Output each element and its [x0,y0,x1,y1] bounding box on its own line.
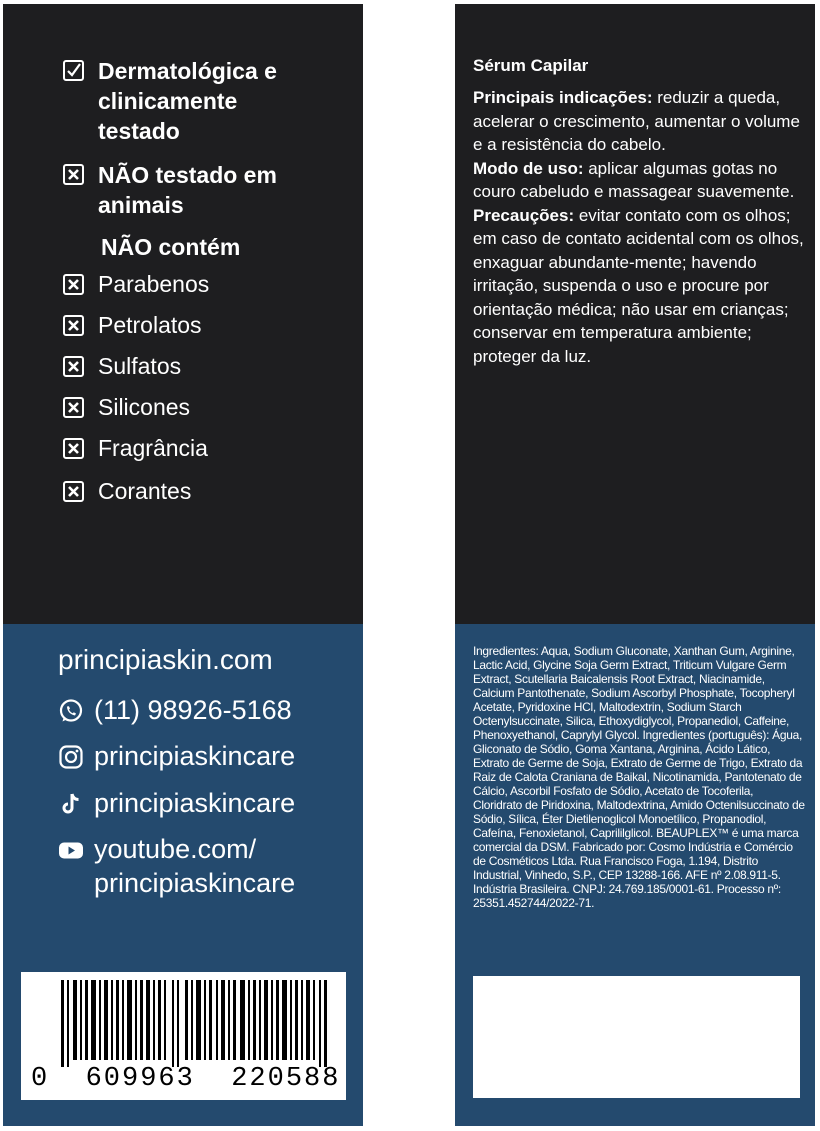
barcode-number: 0 609963 220588 [31,1064,341,1094]
right-label-panel [455,4,815,1126]
free-from-item [63,394,190,421]
whatsapp-icon [58,698,84,724]
ingredients-text: Ingredientes: Aqua, Sodium Gluconate, Xanthan Gum, Arginine, Lactic Acid, Glycine Soja Germ Extract, Triticum Vulgare Germ Extract, Scutellaria Baicalensis Root Extract, Niacinamide, Calcium Pantothenate, Sodium Ascorbyl Phosphate, Tocopheryl Acetate, Pyridoxine HCl, Maltodextrin, Sodium Starch Octenylsuccinate, Silica, Ethoxydiglycol, Propanediol, Caffeine, Phenoxyethanol, Caprylyl Glycol. Ingredientes (português): Água, Gliconato de Sódio, Goma Xantana, Arginina, Ácido Lático, Extrato de Germe de Soja, Extrato de Germe de Trigo, Extrato da Raiz de Calota Craniana de Baikal, Nicotinamida, Pantotenato de Cálcio, Ascorbil Fosfato de Sódio, Acetato de Tocoferila, Cloridrato de Piridoxina, Maltodextrina, Amido Octenilsuccinato de Sódio, Sílica, Éter Dietilenoglicol Monoetílico, Propanodiol, Cafeína, Fenoxietanol, Caprililglicol. BEAUPLEX™ é uma marca comercial da DSM. Fabricado por: Cosmo Indústria e Comércio de Cosméticos Ltda. Rua Francisco Foga, 1.194, Distrito Industrial, Vinhedo, S.P., CEP 13288-166. AFE nº 2.08.911-5. Indústria Brasileira. CNPJ: 24.769.185/0001-61. Processo nº: 25351.452744/2022-71. [473,644,805,910]
instagram-icon [58,744,84,770]
free-from-item [63,312,202,339]
feature-label: NÃO testado em animais [98,162,277,218]
contact-youtube[interactable] [58,832,338,900]
free-from-item [63,435,208,462]
free-from-item [63,271,209,298]
precautions-label: Precauções: [473,205,575,225]
product-description [473,86,805,368]
contact-whatsapp[interactable] [58,693,292,727]
website-link[interactable]: principiaskin.com [58,644,273,675]
usage-label: Modo de uso: [473,158,584,178]
feature-label: Dermatológica e clinicamente testado [98,58,277,144]
indications-paragraph [473,86,805,157]
x-box-icon [63,481,84,502]
x-box-icon [63,274,84,295]
free-from-label: Silicones [98,394,191,420]
free-from-item [63,478,191,505]
whatsapp-number: (11) 98926-5168 [94,695,292,725]
usage-paragraph [473,157,805,204]
tiktok-handle: principiaskincare [94,788,296,818]
precautions-text: evitar contato com os olhos; em caso de contato acidental com os olhos, enxaguar abundante-mente; havendo irritação, suspenda o uso e procure por orientação médica; não usar em crianças; conservar em temperatura ambiente; proteger da luz. [473,205,804,366]
x-box-icon [63,315,84,336]
usage-text: aplicar algumas gotas no couro cabeludo e massagear suavemente. [473,158,795,201]
indications-text: reduzir a queda, acelerar o crescimento, aumentar o volume e a resistência do cabelo. [473,88,800,154]
blank-label-box [473,976,800,1098]
instagram-handle: principiaskincare [94,741,296,771]
left-label-panel [3,4,363,1126]
free-from-title: NÃO contém [101,234,241,260]
youtube-url: youtube.com/ principiaskincare [94,834,296,898]
feature-dermatologically-tested [63,56,318,146]
free-from-item [63,353,181,380]
x-box-icon [63,397,84,418]
contact-tiktok[interactable] [58,786,295,820]
barcode [21,972,346,1100]
x-box-icon [63,438,84,459]
x-box-icon [63,356,84,377]
youtube-icon [58,837,84,863]
tiktok-icon [58,791,84,817]
indications-label: Principais indicações: [473,88,653,107]
free-from-label: Sulfatos [98,353,182,379]
precautions-paragraph [473,204,805,369]
check-box-icon [63,60,84,81]
free-from-label: Corantes [98,478,192,504]
product-title: Sérum Capilar [473,56,589,75]
feature-not-animal-tested [63,160,318,220]
x-box-icon [63,164,84,185]
contact-instagram[interactable] [58,739,295,773]
barcode-bars [21,972,346,1067]
free-from-label: Petrolatos [98,312,202,338]
free-from-label: Fragrância [98,435,208,461]
free-from-label: Parabenos [98,271,210,297]
left-dark-section [3,4,363,624]
